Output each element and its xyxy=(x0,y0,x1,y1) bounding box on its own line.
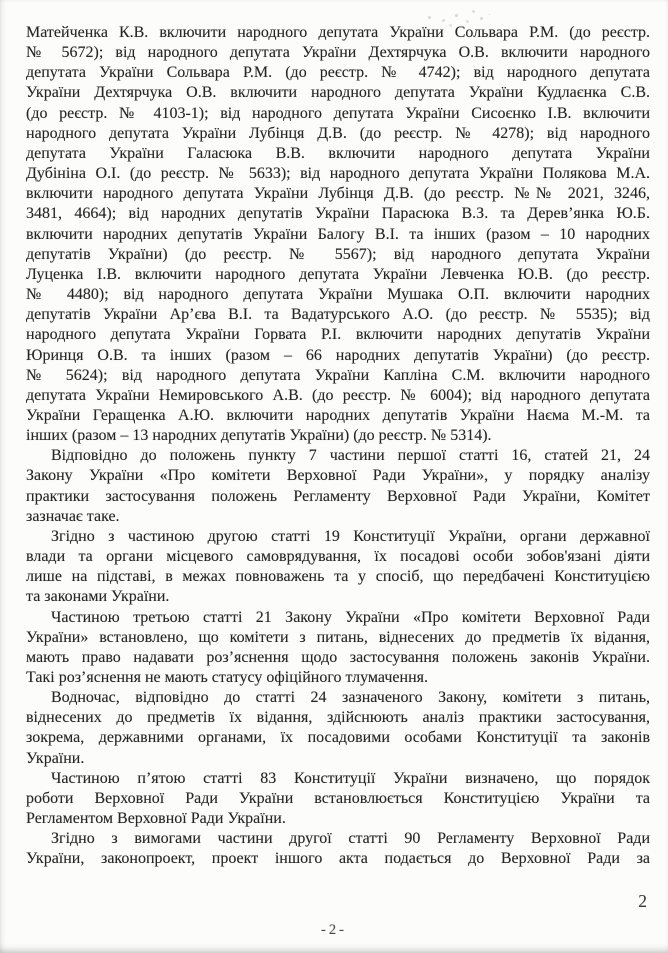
document-body xyxy=(26,23,650,870)
text-line: Юринця О.В. та інших (разом – 66 народних депутатів України) (до реєстр. xyxy=(26,346,650,364)
text-line: депутатів України Ар’єва В.І. та Вадатурського А.О. (до реєстр. № 5535); від xyxy=(26,306,650,324)
scan-noise-speckles xyxy=(428,16,431,19)
text-line: України Дехтярчука О.В. включити народного депутата України Кудлаєнка С.В. xyxy=(26,84,650,102)
text-line: Згідно з частиною другою статті 19 Конституції України, органи державної xyxy=(51,527,650,545)
text-line: 3481, 4664); від народних депутатів України Парасюка В.З. та Дерев’янка Ю.Б. xyxy=(26,205,650,223)
text-line: Частиною третьою статті 21 Закону України «Про комітети Верховної Ради xyxy=(51,608,650,626)
text-line: № 5672); від народного депутата України Дехтярчука О.В. включити народного xyxy=(26,44,650,62)
text-line: віднесених до предметів їх відання, здійснюють аналіз практики застосування, xyxy=(26,709,650,727)
paragraph xyxy=(26,446,650,527)
text-line: України, законопроект, проект іншого акта подається до Верховної Ради за xyxy=(26,850,650,868)
page-footer: -2- xyxy=(321,922,347,938)
text-line: включити народних депутатів України Балогу В.І. та інших (разом – 10 народних xyxy=(26,225,650,243)
text-line: Такі роз’яснення не мають статусу офіційного тлумачення. xyxy=(26,669,428,686)
text-line: депутата України Немировського А.В. (до реєстр. № 6004); від народного депутата xyxy=(26,386,650,404)
text-line: (до реєстр. № 4103-1); від народного депутата України Сисоєнко І.В. включити xyxy=(26,104,650,122)
text-line: № 5624); від народного депутата України Капліна С.М. включити народного xyxy=(26,366,650,384)
text-line: мають право надавати роз’яснення щодо застосування положень законів України. xyxy=(26,648,650,666)
paragraph xyxy=(26,23,650,446)
text-line: депутата України Галасюка В.В. включити народного депутата України xyxy=(26,144,650,162)
text-line: Матейченка К.В. включити народного депутата України Сольвара Р.М. (до реєстр. xyxy=(26,24,650,41)
text-line: інших (разом – 13 народних депутатів України) (до реєстр. № 5314). xyxy=(26,427,492,445)
paragraph xyxy=(26,608,650,689)
text-line: депутата України Сольвара Р.М. (до реєстр. № 4742); від народного депутата xyxy=(26,64,650,82)
text-line: Луценка І.В. включити народного депутата України Левченка Ю.В. (до реєстр. xyxy=(26,265,650,283)
text-line: України Геращенка А.Ю. включити народних депутатів України Наєма М.-М. та xyxy=(26,406,650,424)
text-line: народного депутата України Лубінця Д.В. (до реєстр. № 4278); від народного xyxy=(26,124,650,142)
text-line: лише на підставі, в межах повноважень та у спосіб, що передбачені Конституцією xyxy=(26,568,650,586)
text-line: Згідно з вимогами частини другої статті 90 Регламенту Верховної Ради xyxy=(51,830,650,848)
text-line: депутатів України) (до реєстр. № 5567); від народного депутата України xyxy=(26,245,650,263)
text-line: роботи Верховної Ради України встановлюється Конституцією України та xyxy=(26,789,650,807)
text-line: зокрема, державними органами, їх посадовими особами Конституції та законів xyxy=(26,729,650,747)
text-line: та законами України. xyxy=(26,588,170,606)
text-line: № 4480); від народного депутата України Мушака О.П. включити народних xyxy=(26,286,650,304)
paragraph xyxy=(26,527,650,608)
text-line: України. xyxy=(26,749,85,767)
text-line: практики застосування положень Регламенту Верховної Ради України, Комітет xyxy=(26,487,650,505)
page-number: 2 xyxy=(638,891,647,911)
paragraph xyxy=(26,769,650,829)
text-line: народного депутата України Горвата Р.І. включити народних депутатів України xyxy=(26,326,650,344)
text-line: Частиною п’ятою статті 83 Конституції України визначено, що порядок xyxy=(51,769,650,787)
text-line: зазначає таке. xyxy=(26,507,120,525)
text-line: Закону України «Про комітети Верховної Ради України», у порядку аналізу xyxy=(26,467,650,485)
text-line: Дубініна О.І. (до реєстр. № 5633); від народного депутата України Полякова М.А. xyxy=(26,165,650,183)
paragraph xyxy=(26,688,650,769)
paragraph xyxy=(26,829,650,869)
text-line: України» встановлено, що комітети з питань, віднесених до предметів їх відання, xyxy=(26,628,650,646)
text-line: влади та органи місцевого самоврядування, їх посадові особи зобов'язані діяти xyxy=(26,548,650,566)
text-line: Водночас, відповідно до статті 24 зазначеного Закону, комітети з питань, xyxy=(51,689,650,707)
text-line: Відповідно до положень пункту 7 частини першої статті 16, статей 21, 24 xyxy=(51,447,650,465)
text-line: включити народного депутата України Лубінця Д.В. (до реєстр. №№ 2021, 3246, xyxy=(26,185,650,203)
text-line: Регламентом Верховної Ради України. xyxy=(26,810,286,828)
